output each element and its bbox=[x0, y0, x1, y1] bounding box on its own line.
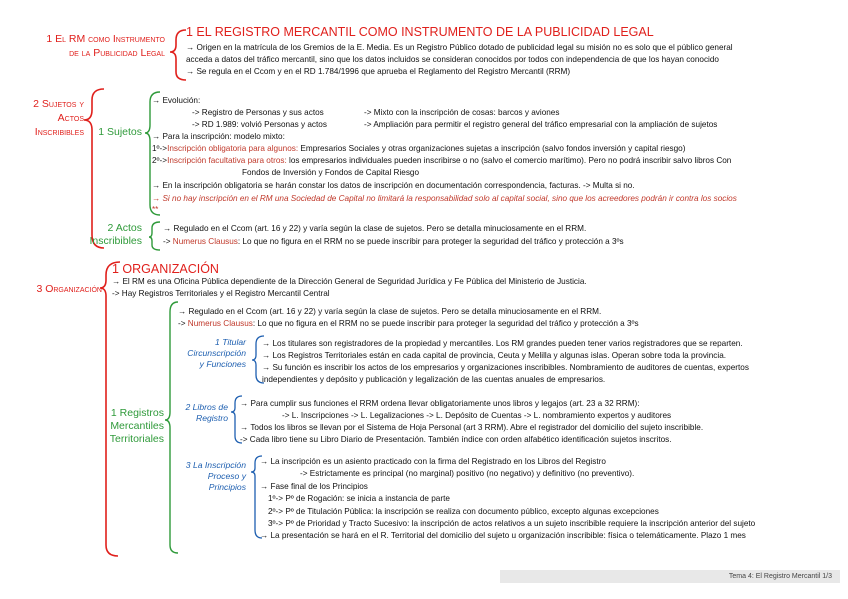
actos-line-2-rest: : Lo que no figura en el RRM no se puede inscribir para proteger la seguridad del tráfico y protección a 3ºs bbox=[237, 237, 624, 246]
section-2-title-line-2: Actos bbox=[57, 112, 84, 124]
sujetos-line-2b: -> Mixto con la inscripción de cosas: barcos y aviones bbox=[364, 108, 560, 117]
org-heading: 1 ORGANIZACIÓN bbox=[112, 262, 219, 276]
titular-label-line-1: 1 Titular bbox=[215, 337, 246, 347]
sujetos-line-6-prefix: 2º-> bbox=[152, 156, 168, 165]
registros-line-2-rest: : Lo que no figura en el RRM no se puede inscribir para proteger la seguridad del tráfico y protección a 3ºs bbox=[252, 319, 639, 328]
section-2-title-line-1: 2 Sujetos y bbox=[33, 98, 84, 110]
actos-line-2 bbox=[163, 236, 624, 247]
sujetos-line-9: → Si no hay inscripción en el RM una Sociedad de Capital no limitará la responsabilidad solo al capital social, sino que los acreedores podrán ir contra los socios bbox=[152, 194, 737, 203]
block1-line-3: → Se regula en el Ccom y en el RD 1.784/1996 que aprueba el Reglamento del Registro Mercantil (RRM) bbox=[186, 67, 571, 76]
libros-line-3: → Todos los libros se llevan por el Sistema de Hoja Personal (art 3 RRM). Abre el registrador del domicilio del sujeto inscribible. bbox=[240, 423, 704, 432]
actos-line-1: → Regulado en el Ccom (art. 16 y 22) y varía según la clase de sujetos. Pero se detalla minuciosamente en el RRM. bbox=[163, 224, 587, 233]
titular-line-4: independientes y depósito y publicación y legalización de las cuentas anuales de empresarios. bbox=[262, 375, 606, 384]
titular-line-3: → Su función es inscribir los actos de los empresarios y organizaciones inscribibles. Nombramiento de auditores de cuentas, expertos bbox=[262, 363, 749, 372]
section-1-title bbox=[46, 32, 165, 60]
actos-label-line-2: Inscribibles bbox=[89, 235, 142, 247]
titular-line-1: → Los titulares son registradores de la propiedad y mercantiles. Los RM grandes pueden tener varios registradores que se reparten. bbox=[262, 339, 743, 348]
inscripcion-line-3: → Fase final de los Principios bbox=[260, 482, 368, 491]
sujetos-line-10: ** bbox=[152, 205, 159, 214]
sujetos-line-5-rest: Empresarios Sociales y otras organizaciones sujetas a inscripción (salvo fondos inversión y capital riesgo) bbox=[298, 144, 686, 153]
libros-line-2: -> L. Inscripciones -> L. Legalizaciones -> L. Depósito de Cuentas -> L. nombramiento expertos y auditores bbox=[282, 411, 672, 420]
sujetos-line-2a: -> Registro de Personas y sus actos bbox=[192, 108, 324, 117]
inscripcion-label-line-2: Proceso y bbox=[207, 471, 246, 481]
page-footer: Tema 4: El Registro Mercantil 1/3 bbox=[500, 570, 840, 583]
libros-label-line-1: 2 Libros de bbox=[185, 402, 228, 412]
actos-label-line-1: 2 Actos bbox=[107, 222, 142, 234]
titular-label-line-2: Circunscripción bbox=[187, 348, 246, 358]
block1-line-2: acceda a datos del tráfico mercantil, sino que los datos incluidos se consideran conocidos por todos con independencia de que los hayan conocido bbox=[186, 55, 719, 64]
sujetos-line-5-prefix: 1º-> bbox=[152, 144, 168, 153]
sujetos-line-1: → Evolución: bbox=[152, 96, 201, 105]
libros-label-line-2: Registro bbox=[196, 413, 228, 423]
libros-label bbox=[185, 402, 228, 424]
section-1-title-line-1: 1 El RM como Instrumento bbox=[46, 33, 165, 45]
inscripcion-line-2: -> Estrictamente es principal (no marginal) positivo (no negativo) y definitivo (no preventivo). bbox=[300, 469, 635, 478]
sujetos-line-6 bbox=[152, 155, 731, 166]
sujetos-line-7: Fondos de Inversión y Fondos de Capital Riesgo bbox=[242, 168, 420, 177]
sujetos-line-4: → Para la inscripción: modelo mixto: bbox=[152, 132, 285, 141]
bracket-registros bbox=[165, 302, 178, 553]
inscripcion-line-4: 1º-> Pº de Rogación: se inicia a instancia de parte bbox=[268, 494, 450, 503]
inscripcion-line-5: 2º-> Pº de Titulación Pública: la inscripción se realiza con documento público, excepto algunas excepciones bbox=[268, 507, 659, 516]
section-3-title: 3 Organización bbox=[36, 283, 102, 295]
registros-line-2-prefix: -> bbox=[178, 319, 188, 328]
titular-label bbox=[187, 337, 246, 370]
inscripcion-line-7: → La presentación se hará en el R. Territorial del domicilio del sujeto u organización inscribible: física o telemáticamente. Plazo 1 mes bbox=[260, 531, 746, 540]
sujetos-line-5 bbox=[152, 143, 685, 154]
titular-line-2: → Los Registros Territoriales están en cada capital de provincia, Ceuta y Melilla y algunas islas. Operan sobre toda la provincia. bbox=[262, 351, 727, 360]
section-2-title-line-3: Inscribibles bbox=[34, 126, 84, 138]
registros-label-line-1: 1 Registros bbox=[110, 407, 164, 419]
inscripcion-line-1: → La inscripción es un asiento practicado con la firma del Registrado en los Libros del Registro bbox=[260, 457, 606, 466]
registros-line-2-highlight: Numerus Clausus bbox=[187, 319, 253, 328]
registros-line-1: → Regulado en el Ccom (art. 16 y 22) y varía según la clase de sujetos. Pero se detalla minuciosamente en el RRM. bbox=[178, 307, 602, 316]
bracket-s1 bbox=[170, 30, 186, 80]
registros-label bbox=[110, 407, 164, 446]
org-line-1: → El RM es una Oficina Pública dependiente de la Dirección General de Seguridad Jurídica y Fe Pública del Ministerio de Justicia. bbox=[112, 277, 587, 286]
registros-label-line-3: Territoriales bbox=[109, 433, 164, 445]
section-1-title-line-2: de la Publicidad Legal bbox=[69, 47, 165, 59]
registros-line-2 bbox=[178, 318, 639, 329]
sujetos-line-3b: -> Ampliación para permitir el registro general del tráfico empresarial con la ampliación de sujetos bbox=[364, 120, 718, 129]
actos-label bbox=[89, 222, 142, 248]
sujetos-label: 1 Sujetos bbox=[98, 126, 142, 138]
registros-label-line-2: Mercantiles bbox=[110, 420, 164, 432]
block1-line-1: → Origen en la matrícula de los Gremios de la E. Media. Es un Registro Público dotado de publicidad legal su misión no es solo que el público general bbox=[186, 43, 733, 52]
sujetos-line-8: → En la inscripción obligatoria se harán constar los datos de inscripción en documentación correspondencia, facturas. -> Multa si no. bbox=[152, 181, 635, 190]
inscripcion-line-6: 3º-> Pº de Prioridad y Tracto Sucesivo: la inscripción de actos relativos a un sujeto inscribible requiere la inscripción anterior del sujeto bbox=[268, 519, 756, 528]
sujetos-line-3a: -> RD 1.989: volvió Personas y actos bbox=[192, 120, 327, 129]
actos-line-2-highlight: Numerus Clausus bbox=[172, 237, 238, 246]
inscripcion-label bbox=[186, 460, 246, 493]
titular-label-line-3: y Funciones bbox=[199, 359, 246, 369]
bracket-actos bbox=[149, 222, 160, 250]
libros-line-1: → Para cumplir sus funciones el RRM ordena llevar obligatoriamente unos libros y legajos (art. 23 a 32 RRM): bbox=[240, 399, 640, 408]
sujetos-line-6-rest: los empresarios individuales pueden inscribirse o no (salvo el comercio marítimo). Pero no podrá inscribir salvo libros Con bbox=[286, 156, 732, 165]
sujetos-line-6-highlight: Inscripción facultativa para otros: bbox=[167, 156, 287, 165]
bracket-inscripcion bbox=[251, 456, 262, 538]
section-2-title bbox=[33, 97, 84, 139]
libros-line-4: -> Cada libro tiene su Libro Diario de Presentación. También índice con orden alfabético identificación sujetos inscritos. bbox=[240, 435, 672, 444]
sujetos-line-5-highlight: Inscripción obligatoria para algunos: bbox=[167, 144, 299, 153]
inscripcion-label-line-1: 3 La Inscripción bbox=[185, 460, 246, 470]
org-line-2: -> Hay Registros Territoriales y el Registro Mercantil Central bbox=[112, 289, 330, 298]
inscripcion-label-line-3: Principios bbox=[208, 482, 246, 492]
actos-line-2-prefix: -> bbox=[163, 237, 173, 246]
block1-heading: 1 EL REGISTRO MERCANTIL COMO INSTRUMENTO DE LA PUBLICIDAD LEGAL bbox=[186, 25, 654, 39]
